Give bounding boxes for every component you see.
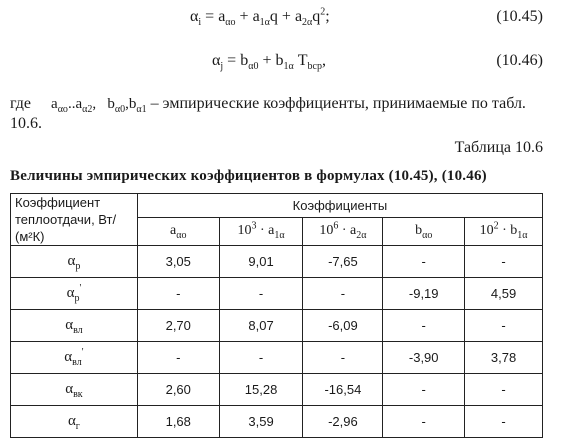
table-cell: -16,54	[303, 374, 383, 406]
row-symbol: $\alpha_р'$	[11, 278, 138, 310]
table-cell: -	[303, 342, 383, 374]
table-cell: -	[137, 342, 219, 374]
table-row	[11, 246, 543, 278]
table-cell: -	[465, 406, 543, 438]
table-cell: -7,65	[303, 246, 383, 278]
table-cell: -3,90	[383, 342, 465, 374]
table-cell: 8,07	[219, 310, 303, 342]
table-cell: -	[383, 310, 465, 342]
table-cell: -	[383, 246, 465, 278]
table-number: Таблица 10.6	[454, 139, 543, 156]
table-cell: 3,05	[137, 246, 219, 278]
equation-10-45	[0, 8, 565, 32]
table-cell: 9,01	[219, 246, 303, 278]
group-header: Коэффициенты	[137, 194, 542, 218]
table-cell: -	[303, 278, 383, 310]
word-gde: где	[10, 95, 32, 112]
table-cell: 3,78	[465, 342, 543, 374]
row-header: Коэффициент теплоотдачи, Вт/ (м²К)	[11, 194, 138, 246]
table-row	[11, 342, 543, 374]
table-row	[11, 278, 543, 310]
row-symbol: $\alpha_г$	[11, 406, 138, 438]
description-text: – эмпирические коэффициенты, принимаемые по табл. 10.6.	[10, 95, 526, 132]
table-cell: 2,60	[137, 374, 219, 406]
table-cell: 2,70	[137, 310, 219, 342]
equation-number: (10.45)	[496, 8, 543, 25]
table-title: Величины эмпирических коэффициентов в формулах (10.45), (10.46)	[10, 168, 487, 184]
table-cell: -	[383, 374, 465, 406]
column-header: $10^2 \cdot b_{1\alpha}$	[465, 217, 543, 245]
table-cell: -	[465, 374, 543, 406]
column-header: $10^6 \cdot a_{2\alpha}$	[303, 217, 383, 245]
table-row	[11, 406, 543, 438]
table-row	[11, 310, 543, 342]
coefficient-range: $a_{\alpha o}..a_{\alpha 2}$, $b_{\alpha 0},b_{\alpha 1}$	[51, 96, 147, 115]
table-cell: 15,28	[219, 374, 303, 406]
equation-body: $\alpha_j = b_{\alpha 0} + b_{1\alpha}$ $T_{bcp}$,	[212, 52, 326, 73]
equation-number: (10.46)	[496, 52, 543, 69]
table-cell: -	[137, 278, 219, 310]
table-cell: -	[465, 310, 543, 342]
table-cell: -	[219, 342, 303, 374]
column-header: $b_{\alpha o}$	[383, 217, 465, 245]
row-symbol: $\alpha_{вл}'$	[11, 342, 138, 374]
coefficients-table	[10, 193, 543, 438]
table-cell: -2,96	[303, 406, 383, 438]
table-cell: -	[219, 278, 303, 310]
table-cell: 3,59	[219, 406, 303, 438]
equation-10-46	[0, 52, 565, 76]
table-cell: -	[383, 406, 465, 438]
table-cell: 4,59	[465, 278, 543, 310]
equation-body: $\alpha_i = a_{\alpha o} + a_{1\alpha}q + a_{2\alpha}q^2$;	[190, 6, 330, 29]
table-cell: -6,09	[303, 310, 383, 342]
row-symbol: $\alpha_р$	[11, 246, 138, 278]
row-symbol: $\alpha_{вл}$	[11, 310, 138, 342]
table-cell: 1,68	[137, 406, 219, 438]
table-cell: -9,19	[383, 278, 465, 310]
column-header: $a_{\alpha o}$	[137, 217, 219, 245]
table-row	[11, 374, 543, 406]
row-symbol: $\alpha_{вк}$	[11, 374, 138, 406]
coefficient-description	[10, 94, 550, 133]
table-cell: -	[465, 246, 543, 278]
column-header: $10^3 \cdot a_{1\alpha}$	[219, 217, 303, 245]
